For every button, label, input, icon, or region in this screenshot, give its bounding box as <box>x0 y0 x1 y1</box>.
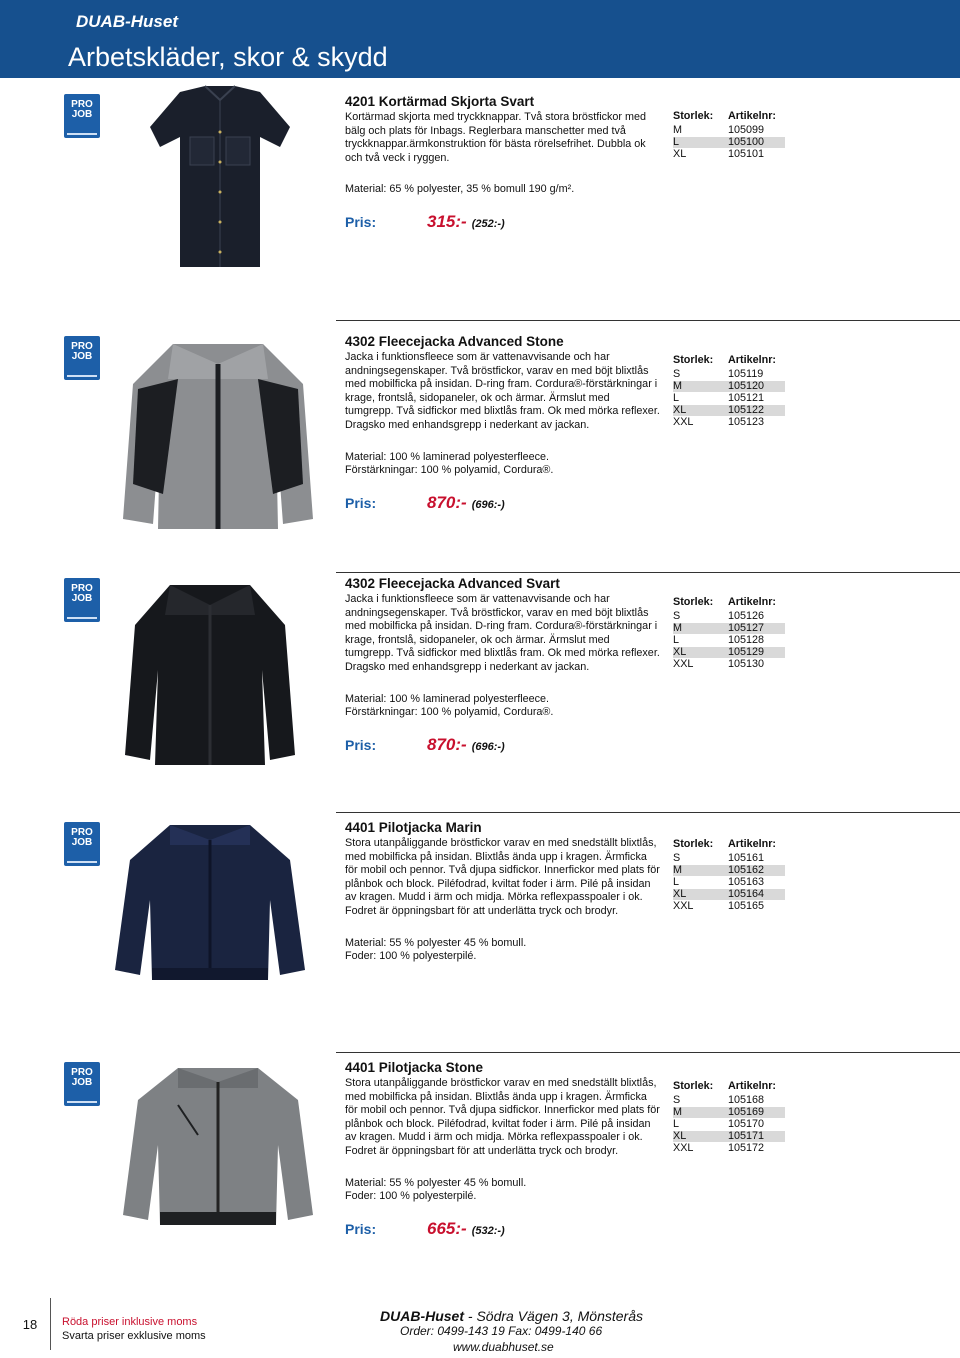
page-footer <box>0 1298 960 1358</box>
size-table: Storlek: Artikelnr: S 105119 M 105120 L 105121 XL 105122 XXL 105123 <box>673 354 785 429</box>
product-material: Material: 100 % laminerad polyesterfleece. Förstärkningar: 100 % polyamid, Cordura®. <box>345 450 554 477</box>
footer-brand: DUAB-Huset - Södra Vägen 3, Mönsterås <box>380 1308 643 1324</box>
size-row: S 105126 <box>673 610 765 622</box>
size-row: XXL 105165 <box>673 900 765 912</box>
page-header <box>0 0 960 78</box>
jacket-image <box>118 334 318 534</box>
price-excl: (696:-) <box>471 498 505 511</box>
price-row <box>345 735 660 755</box>
divider <box>336 572 960 573</box>
size-row: M 105120 <box>673 381 785 392</box>
product-description: Kortärmad skjorta med tryckknappar. Två stora bröstfickor med bälg och plats för Inbags. Reglerbara manschetter med två tryckknappar.ärmkonstruktion för bästa rörelsefrihet. Dubbla ok och två veck i ryggen. <box>345 111 647 164</box>
product-title: 4302 Fleecejacka Advanced Svart <box>345 576 560 591</box>
projob-logo: PRO JOB <box>64 94 100 138</box>
product-material: Material: 55 % polyester 45 % bomull. Foder: 100 % polyesterpilé. <box>345 936 527 963</box>
footer-contact: Order: 0499-143 19 Fax: 0499-140 66 <box>400 1324 603 1338</box>
product-material: Material: 65 % polyester, 35 % bomull 190 g/m². <box>345 183 575 196</box>
price-row <box>345 212 660 232</box>
price-row <box>345 1219 660 1239</box>
size-row: M 105169 <box>673 1107 785 1118</box>
size-row: XL 105129 <box>673 647 785 658</box>
size-table: Storlek: Artikelnr: S 105161 M 105162 L 105163 XL 105164 XXL 105165 <box>673 838 785 913</box>
size-table: Storlek: Artikelnr: S 105168 M 105169 L 105170 XL 105171 XXL 105172 <box>673 1080 785 1155</box>
product-description: Stora utanpåliggande bröstfickor varav en med snedställt blixtlås, med mobilficka på insidan. Blixtlås ända upp i kragen. Ärmficka för mobil och pennor. Två djupa sidfickor. Innerfickor med plats för plånbok och block. Piléfodrad, kviltat foder i ärm. Pilé på insidan av kragen. Mudd i ärm och midja. Mörka reflexpasspoaler i ok. Fodret är öppningsbart för att underlätta tryck och brodyr. <box>345 1077 660 1157</box>
size-row: XXL 105130 <box>673 658 765 670</box>
product-description: Jacka i funktionsfleece som är vattenavvisande och har andningsegenskaper. Två bröstfickor, varav en med böjt blixtlås med mobilficka på insidan. D-ring fram. Cordura®-förstärkningar i krage, frontslå, sidopaneler, ok och ärmar. Ärmslut med tumgrepp. Två sidfickor med blixtlås fram. Ok med mörka reflexer. Dragsko med enhandsgrepp i nederkant av jackan. <box>345 351 660 431</box>
price-label: Pris: <box>345 736 377 753</box>
size-row: XL 105164 <box>673 889 785 900</box>
size-row: L 105170 <box>673 1118 765 1130</box>
size-row: M 105099 <box>673 124 765 136</box>
price-note-black: Svarta priser exklusive moms <box>62 1330 206 1342</box>
size-row: S 105161 <box>673 852 765 864</box>
size-row: M 105162 <box>673 865 785 876</box>
size-row: L 105100 <box>673 137 785 148</box>
price-excl: (696:-) <box>471 740 505 753</box>
projob-logo: PRO JOB <box>64 1062 100 1106</box>
divider <box>336 1052 960 1053</box>
size-row: XL 105101 <box>673 148 765 160</box>
price-label: Pris: <box>345 213 377 230</box>
divider <box>336 812 960 813</box>
price-excl: (252:-) <box>471 217 505 230</box>
shirt-image <box>140 82 300 272</box>
product-description: Stora utanpåliggande bröstfickor varav en med snedställt blixtlås, med mobilficka på insidan. Blixtlås ända upp i kragen. Ärmficka för mobil och pennor. Två djupa sidfickor. Innerfickor med plats för plånbok och block. Piléfodrad, kviltat foder i ärm. Pilé på insidan av kragen. Mudd i ärm och midja. Mörka reflexpasspoaler i ok. Fodret är öppningsbart för att underlätta tryck och brodyr. <box>345 837 660 917</box>
jacket-image <box>120 580 300 770</box>
product-description: Jacka i funktionsfleece som är vattenavvisande och har andningsegenskaper. Två bröstfickor, varav en med böjt blixtlås med mobilficka på insidan. D-ring fram. Cordura®-förstärkningar i krage, frontslå, sidopaneler, ok och ärmar. Ärmslut med tumgrepp. Två sidfickor med blixtlås fram. Ok med mörka reflexer. Dragsko med enhandsgrepp i nederkant av jackan. <box>345 593 660 673</box>
projob-logo: PRO JOB <box>64 822 100 866</box>
page-title: Arbetskläder, skor & skydd <box>68 42 388 72</box>
projob-logo: PRO JOB <box>64 578 100 622</box>
brand-name: DUAB-Huset <box>76 12 178 31</box>
price-excl: (532:-) <box>471 1224 505 1237</box>
footer-website: www.duabhuset.se <box>453 1340 554 1354</box>
product-title: 4401 Pilotjacka Marin <box>345 820 482 835</box>
product-title: 4401 Pilotjacka Stone <box>345 1060 484 1075</box>
price-incl: 870:- <box>427 492 467 512</box>
price-row <box>345 493 660 513</box>
price-note-red: Röda priser inklusive moms <box>62 1316 198 1328</box>
price-label: Pris: <box>345 494 377 511</box>
divider <box>336 320 960 321</box>
product-material: Material: 55 % polyester 45 % bomull. Foder: 100 % polyesterpilé. <box>345 1176 527 1203</box>
size-row: XL 105122 <box>673 405 785 416</box>
size-row: XL 105171 <box>673 1131 785 1142</box>
projob-logo: PRO JOB <box>64 336 100 380</box>
size-row: M 105127 <box>673 623 785 634</box>
jacket-image <box>118 1060 318 1230</box>
price-incl: 315:- <box>427 211 467 231</box>
page-number: 18 <box>10 1298 51 1350</box>
size-row: XXL 105172 <box>673 1142 765 1154</box>
size-row: S 105119 <box>673 368 764 380</box>
price-label: Pris: <box>345 1220 377 1237</box>
size-table: Storlek: Artikelnr: M 105099 L 105100 XL 105101 <box>673 110 785 161</box>
size-row: S 105168 <box>673 1094 765 1106</box>
jacket-image <box>110 820 310 985</box>
product-title: 4201 Kortärmad Skjorta Svart <box>345 94 535 109</box>
size-row: XXL 105123 <box>673 416 765 428</box>
price-incl: 870:- <box>427 734 467 754</box>
product-title: 4302 Fleecejacka Advanced Stone <box>345 334 564 349</box>
size-row: L 105163 <box>673 876 765 888</box>
product-material: Material: 100 % laminerad polyesterfleece. Förstärkningar: 100 % polyamid, Cordura®. <box>345 692 554 719</box>
size-row: L 105121 <box>673 392 765 404</box>
price-incl: 665:- <box>427 1218 467 1238</box>
size-table: Storlek: Artikelnr: S 105126 M 105127 L 105128 XL 105129 XXL 105130 <box>673 596 785 671</box>
size-row: L 105128 <box>673 634 765 646</box>
